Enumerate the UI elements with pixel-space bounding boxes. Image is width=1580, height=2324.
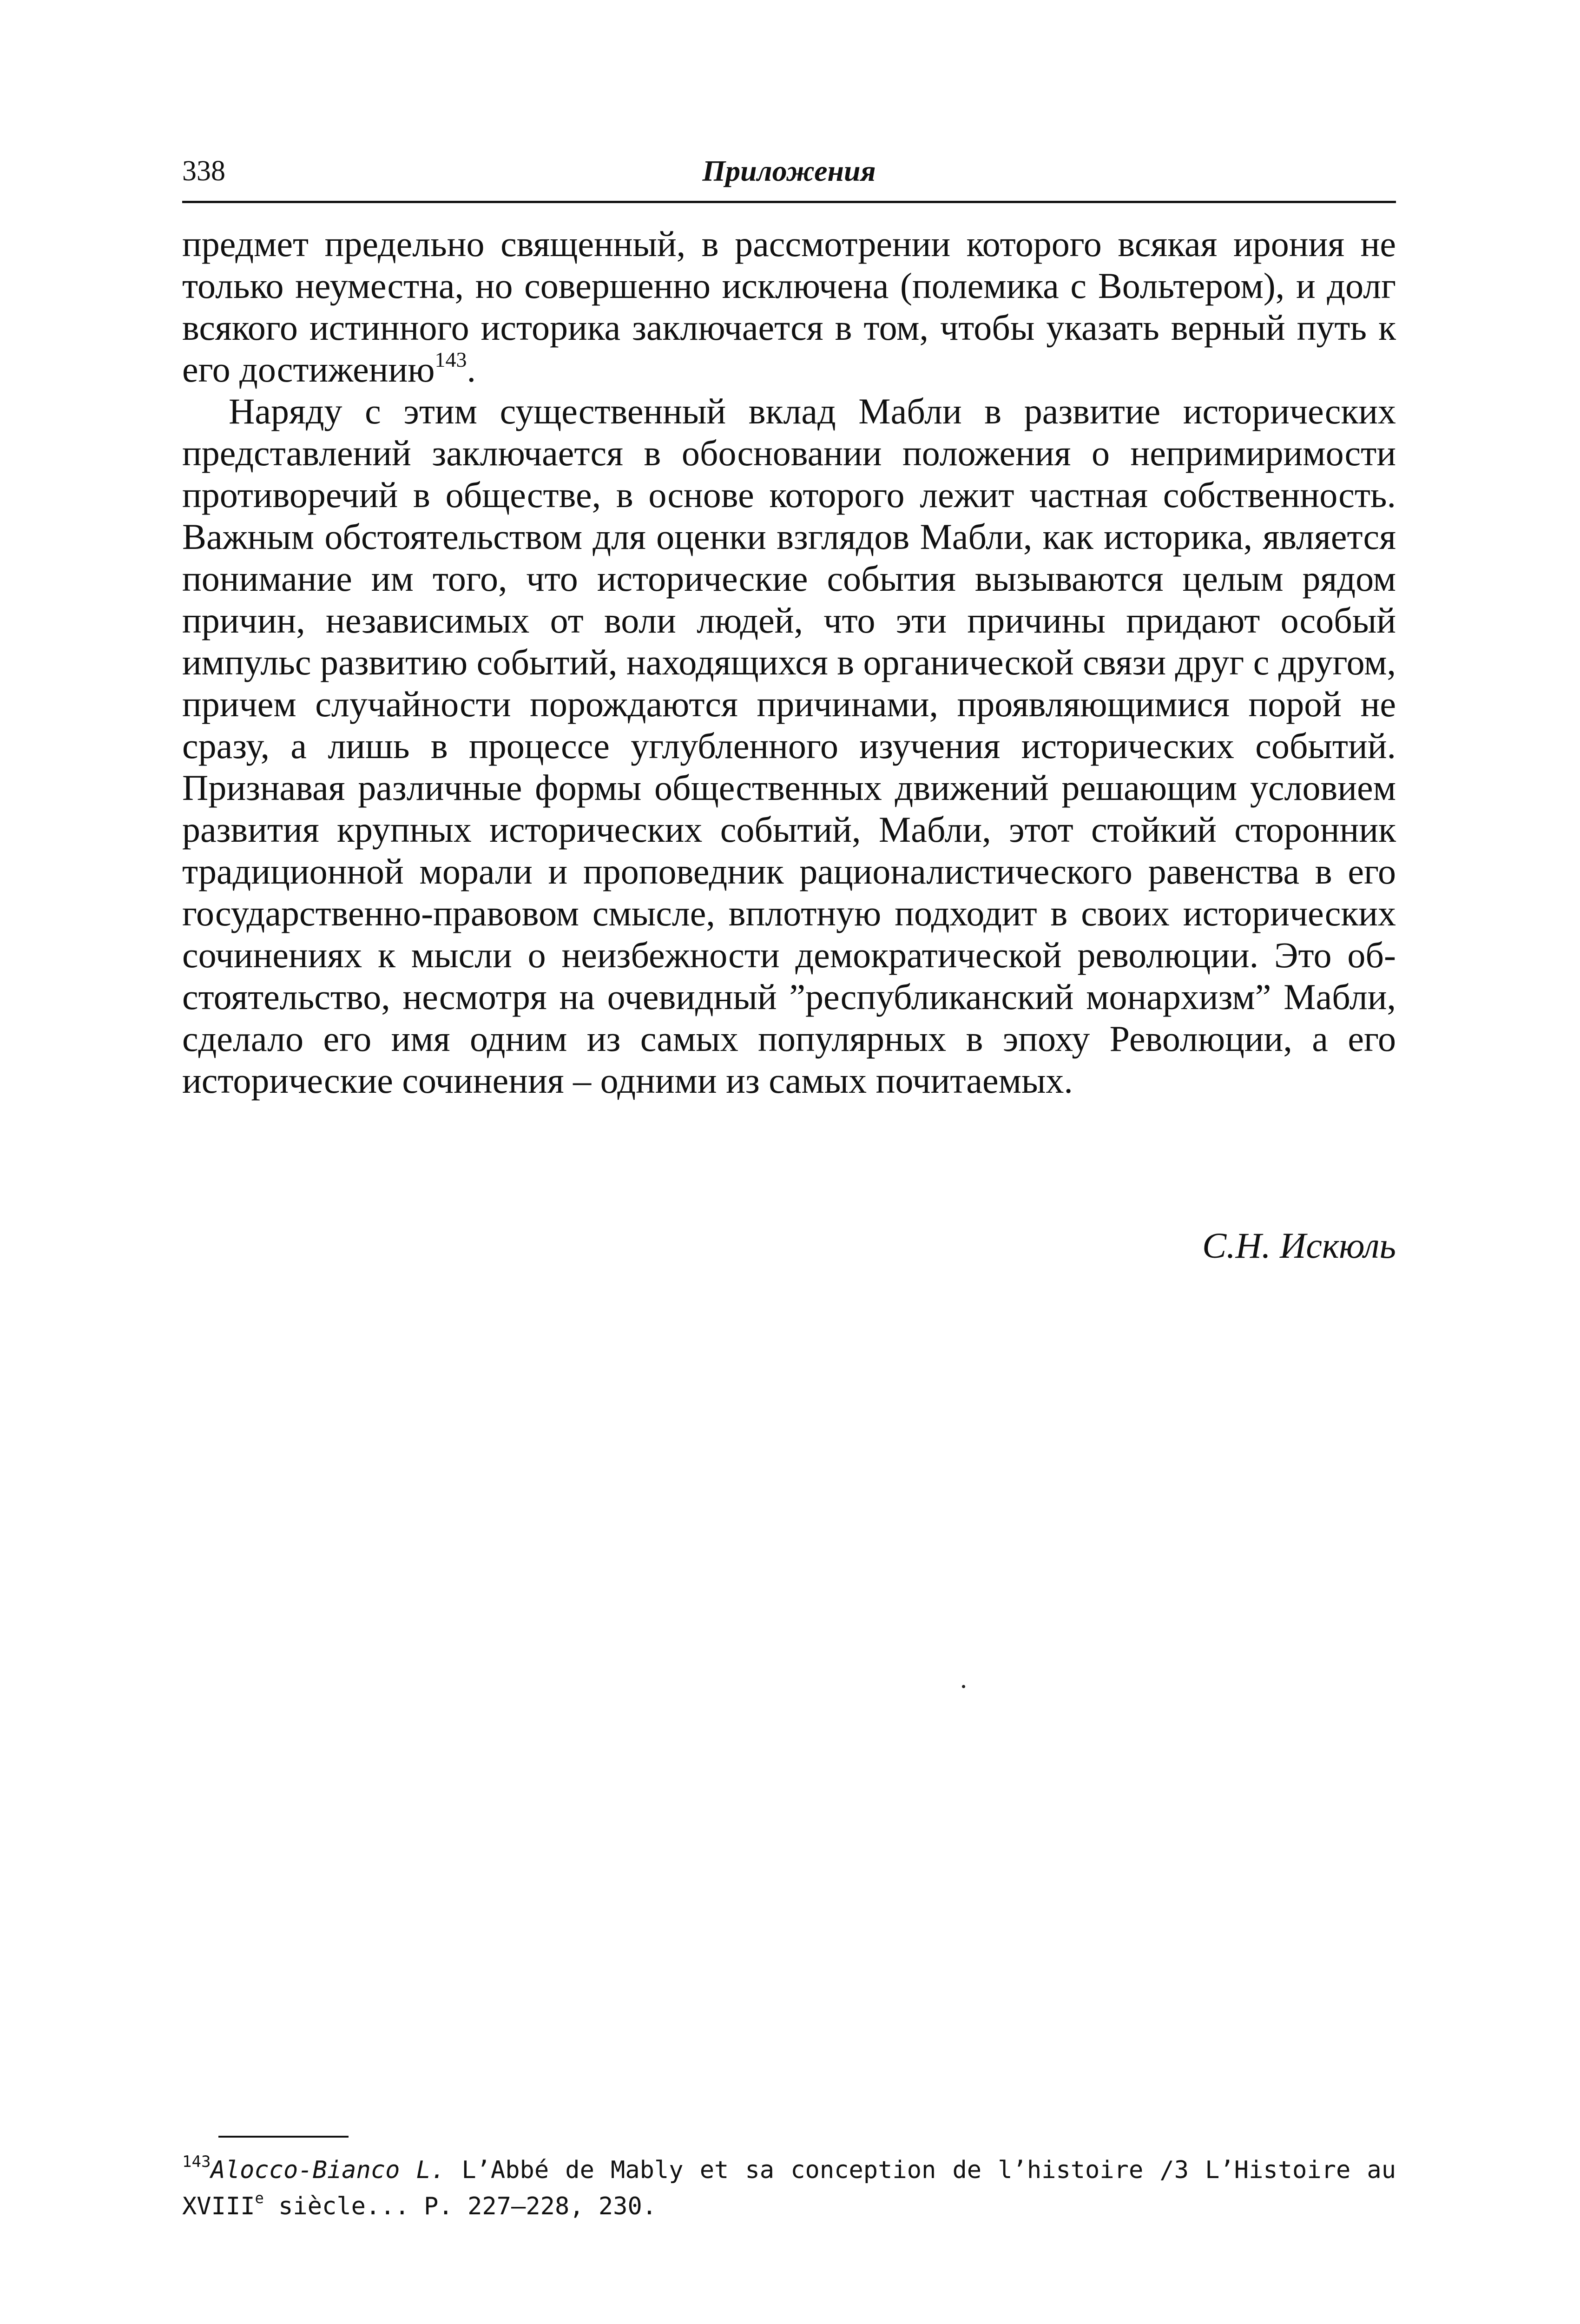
footnote-number: 143: [182, 2152, 211, 2171]
paragraph-1-text: предмет предельно священный, в рассмотрении которого всякая ирония не только неуместна, но совершенно исключена (полемика с Вольтером), и долг всякого истинного историка заключается в том, чтобы указать верный путь к его достижению: [182, 224, 1396, 390]
footnote-ordinal-suffix: e: [255, 2189, 264, 2207]
footnote: [182, 2152, 1396, 2225]
author-signature: С.Н. Искюль: [1202, 1225, 1396, 1266]
footnote-text-part-1: L’Abbé de Mably et sa conception de l’histoire /3 L’Histoire au XVIII: [182, 2156, 1396, 2220]
footnote-author: Alocco-Bianco L.: [211, 2156, 446, 2184]
header-rule: [182, 201, 1396, 203]
footnote-reference[interactable]: 143: [434, 348, 467, 371]
footnote-text-part-2: siècle... P. 227–228, 230.: [263, 2192, 657, 2220]
section-title: Приложения: [702, 154, 876, 187]
body-text: [182, 223, 1396, 1102]
paragraph-2: Наряду с этим существенный вклад Мабли в развитие исторических представлений заключается в обосновании положения о непримиримости противоречий в обществе, в основе которого лежит частная собственность. Важным обстоятельством для оценки взглядов Мабли, как историка, является понимание им того, что исторические события вызываются целым рядом причин, независимых от воли людей, что эти причины придают особый импульс развитию событий, находящихся в органической связи друг с другом, причем случайности порождаются причинами, проявляющимися порой не сразу, а лишь в процессе углубленного изучения исторических событий. Признавая различные формы общественных движений решающим условием развития крупных исторических событий, Мабли, этот стойкий сторонник традиционной морали и проповедник рационалистического равенства в его государственно-правовом смысле, вплотную подходит в своих исторических сочинениях к мысли о неизбежности демократической революции. Это обстоятельство, несмотря на очевидный ”республиканский монархизм” Мабли, сделало его имя одним из самых популярных в эпоху Революции, а его исторические сочинения – одними из самых почитаемых.: [182, 391, 1396, 1101]
running-head: [182, 148, 1396, 199]
paragraph-1-end: .: [467, 349, 476, 390]
scan-speck: [962, 1685, 965, 1688]
paragraph-1: [182, 223, 1396, 390]
page-number: 338: [182, 155, 225, 187]
footnote-rule: [218, 2136, 349, 2138]
